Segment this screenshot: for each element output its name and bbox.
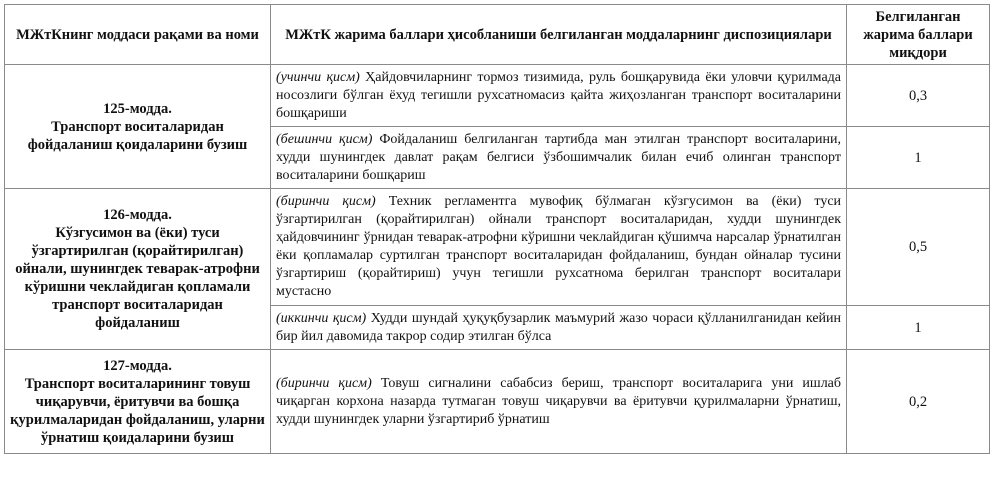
part-label: (бешинчи қисм) — [276, 131, 373, 147]
disposition-cell — [271, 306, 847, 350]
disposition-cell — [271, 127, 847, 189]
disposition-text: Ҳайдовчиларнинг тормоз тизимида, руль бошқарувида ёки уловчи қурилмада носозлиги бўлган ёхуд тегишли рухсатномасиз қайта жиҳозланган транспорт воситаларини бошқариши — [276, 69, 842, 121]
header-article-column: МЖтКнинг моддаси рақами ва номи — [5, 5, 271, 65]
article-name: Транспорт воситаларининг товуш чиқарувчи, ёритувчи ва бошқа қурилмаларидан фойдаланиш, уларни ўрнатиш қоидаларини бузиш — [10, 375, 265, 446]
table-row — [5, 65, 990, 127]
table-row — [5, 350, 990, 454]
disposition-cell — [271, 350, 847, 454]
disposition-text: Худди шундай ҳуқуқбузарлик маъмурий жазо чораси қўлланилганидан кейин бир йил давомида такрор содир этилган бўлса — [276, 310, 842, 344]
article-cell — [5, 189, 271, 350]
points-cell: 0,2 — [847, 350, 990, 454]
part-label: (биринчи қисм) — [276, 375, 372, 391]
header-disposition-column: МЖтК жарима баллари ҳисобланиши белгиланган моддаларнинг диспозициялари — [271, 5, 847, 65]
part-label: (иккинчи қисм) — [276, 310, 367, 326]
article-number: 127-модда. — [103, 357, 172, 374]
fines-table — [4, 4, 990, 454]
article-name: Транспорт воситаларидан фойдаланиш қоидаларини бузиш — [27, 118, 248, 153]
header-points-column: Белгиланган жарима баллари миқдори — [847, 5, 990, 65]
article-name: Кўзгусимон ва (ёки) туси ўзгартирилган (қорайтирилган) ойнали, шунингдек теварак-атрофни кўришни чеклайдиган қопламали транспорт воситаларидан фойдаланиш — [15, 225, 260, 331]
disposition-text: Товуш сигналини сабабсиз бериш, транспорт воситаларига уни ишлаб чиқарган корхона назарда тутмаган товуш чиқарувчи ва ёритувчи қурилмаларни ўрнатиш, худди шунингдек уларни ўзгартириб ўрнатиш — [276, 375, 842, 427]
part-label: (учинчи қисм) — [276, 69, 360, 85]
article-number: 126-модда. — [103, 207, 172, 223]
disposition-cell — [271, 65, 847, 127]
table-row — [5, 189, 990, 306]
points-cell: 1 — [847, 306, 990, 350]
disposition-text: Техник регламентга мувофиқ бўлмаган кўзгусимон ва (ёки) туси ўзгартирилган (қорайтирилган) ойнали транспорт воситаларидан, худди шунингдек ҳайдовчининг ўрнидан теварак-атрофни кўришни чеклайдиган қўшимча нарсалар ўрнатилган ёки қопламалар суртилган транспорт воситаларидан фойдаланиш, бундан ойналар тусини ўзгартириш (қорайтириш) учун тегишли рухсатнома берилган транспорт воситалари мустасно — [276, 194, 842, 299]
article-cell — [5, 350, 271, 454]
part-label: (биринчи қисм) — [276, 194, 376, 209]
disposition-text: Фойдаланиш белгиланган тартибда ман этилган транспорт воситаларини, худди шунингдек давлат рақам белгиси ўзбошимчалик билан ечиб олинган транспорт воситаларини бошқариш — [276, 131, 842, 183]
points-cell: 0,3 — [847, 65, 990, 127]
points-cell: 1 — [847, 127, 990, 189]
article-cell — [5, 65, 271, 189]
disposition-cell — [271, 189, 847, 306]
table-header-row — [5, 5, 990, 65]
points-cell: 0,5 — [847, 189, 990, 306]
article-number: 125-модда. — [103, 100, 172, 117]
